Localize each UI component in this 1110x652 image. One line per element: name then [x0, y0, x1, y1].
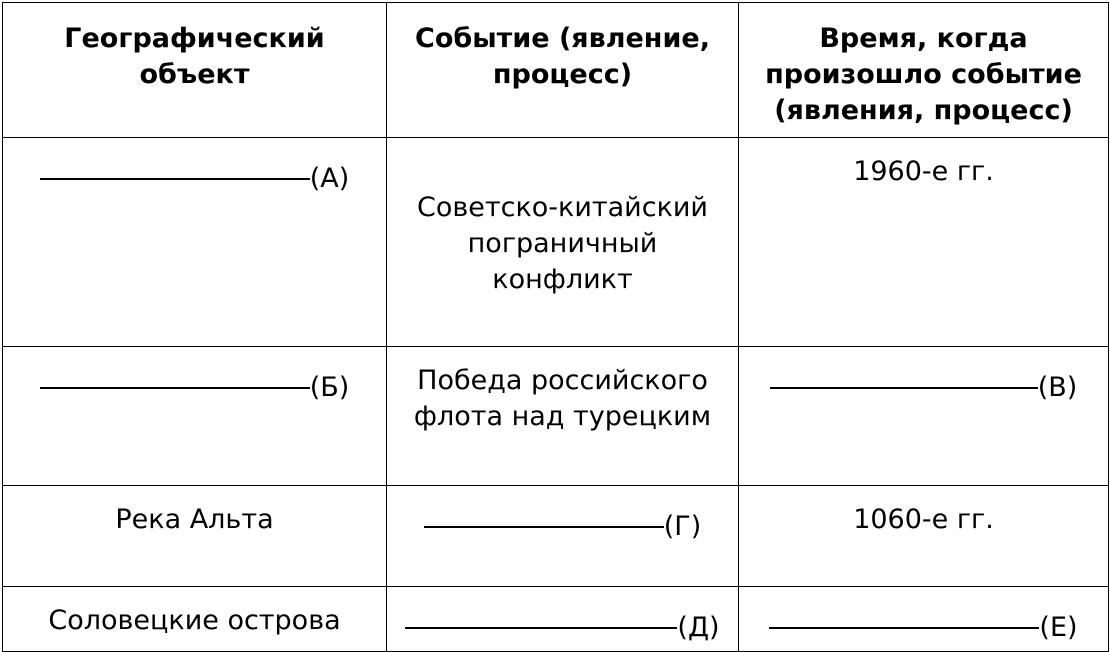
time-cell: 1060-е гг. [739, 486, 1109, 587]
answer-blank-d[interactable] [405, 610, 719, 646]
blank-line [405, 627, 677, 629]
blank-line [40, 178, 310, 180]
header-event: Событие (явление, процесс) [387, 3, 739, 138]
table-row [3, 486, 1109, 587]
blank-line [424, 526, 664, 528]
object-cell: Соловецкие острова [3, 587, 387, 652]
blank-label: (А) [309, 163, 350, 194]
answer-blank-g[interactable] [424, 509, 702, 545]
blank-line [769, 627, 1039, 629]
blank-label: (Б) [309, 372, 350, 403]
event-cell [387, 486, 739, 587]
event-cell: Победа российского флота над турецким [387, 347, 739, 486]
event-cell: Советско-китайский пограничный конфликт [387, 138, 739, 347]
answer-blank-e[interactable] [769, 610, 1077, 646]
table-row [3, 587, 1109, 652]
geography-history-table [2, 2, 1109, 652]
blank-label: (Д) [677, 612, 720, 643]
object-cell [3, 347, 387, 486]
header-geographic-object: Географический объект [3, 3, 387, 138]
blank-line [770, 387, 1038, 389]
blank-label: (Е) [1039, 612, 1078, 643]
blank-label: (Г) [663, 511, 702, 542]
answer-blank-v[interactable] [770, 370, 1078, 406]
blank-label: (В) [1037, 372, 1078, 403]
time-cell [739, 347, 1109, 486]
object-cell: Река Альта [3, 486, 387, 587]
object-cell [3, 138, 387, 347]
event-cell [387, 587, 739, 652]
header-row [3, 3, 1109, 138]
blank-line [40, 387, 310, 389]
answer-blank-a[interactable] [40, 161, 350, 197]
answer-blank-b[interactable] [40, 370, 350, 406]
table-row [3, 347, 1109, 486]
header-time: Время, когда произошло событие (явления, процесс) [739, 3, 1109, 138]
time-cell: 1960-е гг. [739, 138, 1109, 347]
table-row [3, 138, 1109, 347]
time-cell [739, 587, 1109, 652]
